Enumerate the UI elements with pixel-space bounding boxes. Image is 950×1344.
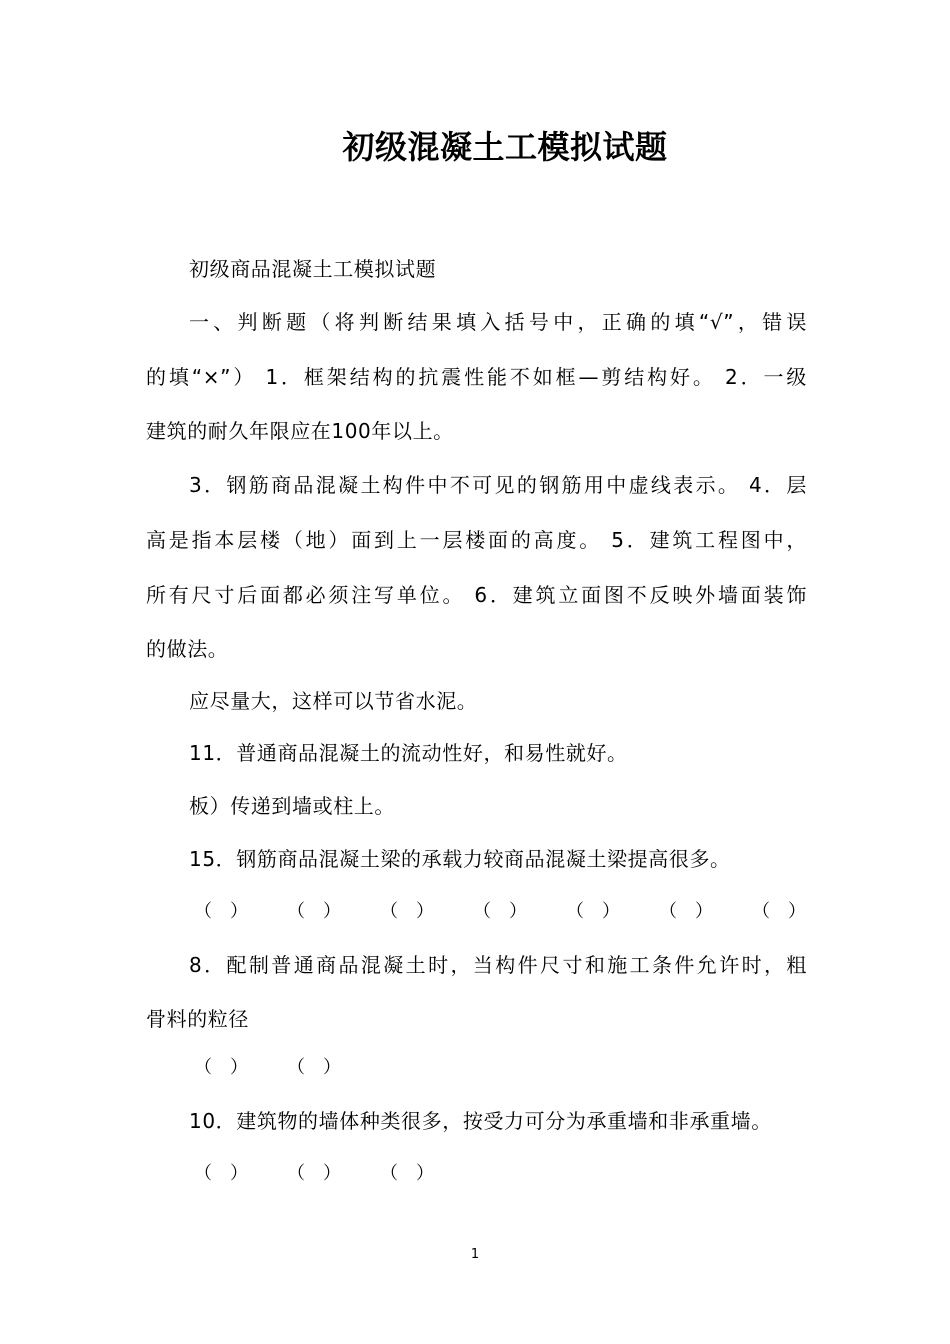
answer-blank: （ ） — [287, 1163, 341, 1184]
answer-blank: （ ） — [473, 901, 527, 922]
text-line: 10．建筑物的墙体种类很多，按受力可分为承重墙和非承重墙。 — [189, 1109, 772, 1133]
text-line: 所有尺寸后面都必须注写单位。 6．建筑立面图不反映外墙面装饰 — [146, 583, 807, 607]
answer-blank: （ ） — [566, 901, 620, 922]
answer-blank: （ ） — [752, 901, 806, 922]
document-title: 初级混凝土工模拟试题 — [342, 128, 668, 166]
answer-blank: （ ） — [194, 1057, 248, 1078]
answer-blank: （ ） — [287, 1057, 341, 1078]
answer-blank: （ ） — [659, 901, 713, 922]
text-line: 3．钢筋商品混凝土构件中不可见的钢筋用中虚线表示。 4．层 — [189, 473, 807, 497]
text-line: 一、判断题（将判断结果填入括号中，正确的填“√”，错误 — [189, 310, 807, 334]
answer-blank: （ ） — [380, 1163, 434, 1184]
answer-blank: （ ） — [194, 1163, 248, 1184]
answer-parentheses-row — [194, 1159, 473, 1189]
page-number: 1 — [470, 1247, 480, 1262]
answer-parentheses-row — [194, 1053, 380, 1083]
text-line: 15．钢筋商品混凝土梁的承载力较商品混凝土梁提高很多。 — [189, 847, 731, 871]
text-line: 的填“×”） 1．框架结构的抗震性能不如框—剪结构好。 2．一级 — [146, 365, 807, 389]
answer-parentheses-row — [194, 897, 845, 927]
text-line: 的做法。 — [146, 637, 229, 661]
text-line: 骨料的粒径 — [146, 1007, 249, 1031]
text-line: 11．普通商品混凝土的流动性好，和易性就好。 — [189, 741, 628, 765]
answer-blank: （ ） — [194, 901, 248, 922]
text-line: 建筑的耐久年限应在100年以上。 — [146, 419, 454, 443]
text-line: 8．配制普通商品混凝土时，当构件尺寸和施工条件允许时，粗 — [189, 953, 807, 977]
text-line: 应尽量大，这样可以节省水泥。 — [189, 689, 478, 713]
subtitle-line: 初级商品混凝土工模拟试题 — [189, 257, 437, 281]
text-line: 板）传递到墙或柱上。 — [189, 794, 395, 818]
answer-blank: （ ） — [287, 901, 341, 922]
text-line: 高是指本层楼（地）面到上一层楼面的高度。 5．建筑工程图中， — [146, 528, 807, 552]
answer-blank: （ ） — [380, 901, 434, 922]
